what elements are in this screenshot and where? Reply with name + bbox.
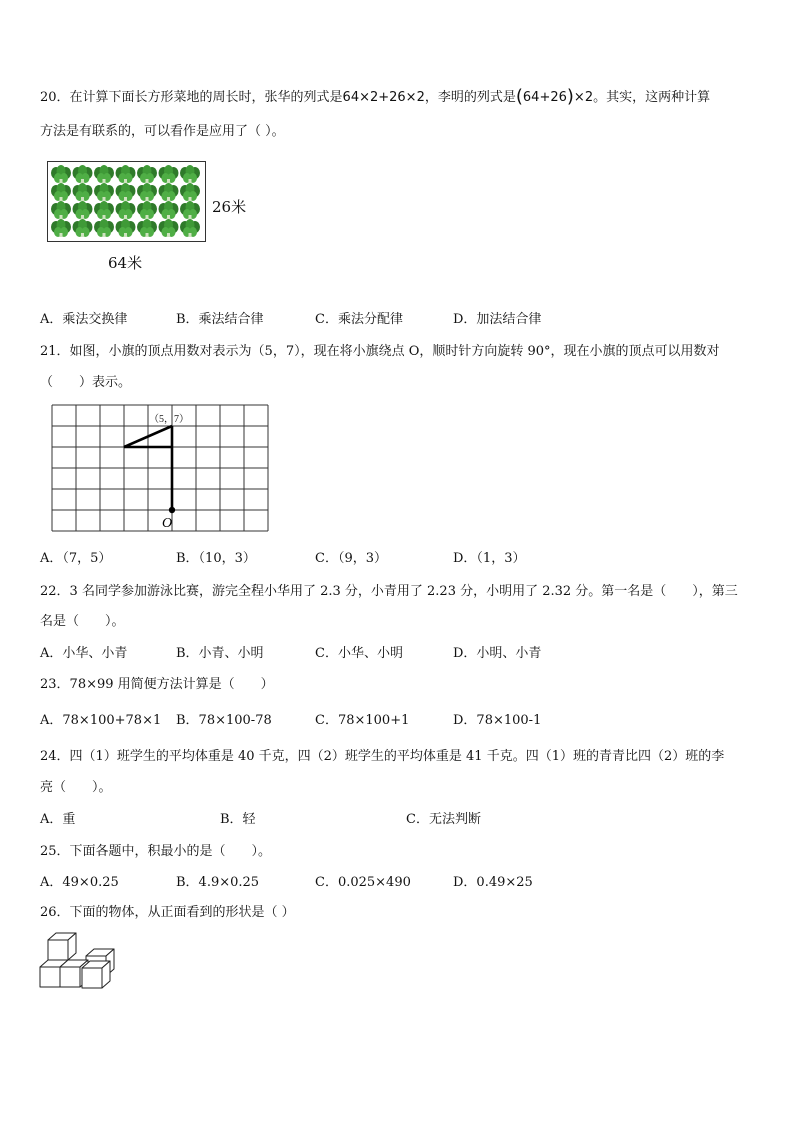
- q22-options: [40, 645, 760, 663]
- option-c[interactable]: C．0.025×490: [315, 875, 411, 890]
- option-d[interactable]: D．加法结合律: [453, 312, 542, 327]
- option-a[interactable]: A．重: [40, 812, 76, 827]
- q20-stem-line1: 20．在计算下面长方形菜地的周长时，张华的列式是64×2+26×2，李明的列式是(64+26)×2。其实，这两种计算: [40, 86, 711, 107]
- q23-options: [40, 712, 760, 730]
- origin-point: [169, 507, 175, 513]
- q22-stem-line2: 名是（ ）。: [40, 614, 125, 629]
- vertex-label: （5，7）: [149, 414, 189, 425]
- option-d[interactable]: D．小明、小青: [453, 646, 542, 661]
- q22-stem-line1: 22．3 名同学参加游泳比赛，游完全程小华用了 2.3 分，小青用了 2.23 分，小明用了 2.32 分。第一名是（ ），第三: [40, 584, 738, 599]
- q25-stem: 25．下面各题中，积最小的是（ ）。: [40, 844, 272, 859]
- li-expression: (64+26)×2: [515, 86, 594, 107]
- option-c[interactable]: C．78×100+1: [315, 713, 410, 728]
- q26-stem: 26．下面的物体，从正面看到的形状是（ ）: [40, 905, 295, 920]
- flag-grid-figure: [52, 405, 272, 535]
- option-c[interactable]: C．无法判断: [406, 812, 481, 827]
- option-b[interactable]: B．轻: [220, 812, 256, 827]
- q21-stem-line1: 21．如图，小旗的顶点用数对表示为（5，7），现在将小旗绕点 O，顺时针方向旋转 90°，现在小旗的顶点可以用数对: [40, 344, 720, 359]
- q23-stem: 23．78×99 用简便方法计算是（ ）: [40, 677, 274, 692]
- zhang-expression: 64×2+26×2: [342, 90, 425, 105]
- q24-stem-line1: 24．四（1）班学生的平均体重是 40 千克，四（2）班学生的平均体重是 41 千克。四（1）班的青青比四（2）班的李: [40, 749, 725, 764]
- option-d[interactable]: D．78×100-1: [453, 713, 542, 728]
- q20-options: [40, 311, 760, 329]
- option-c[interactable]: C．（9，3）: [315, 551, 387, 566]
- option-a[interactable]: A．小华、小青: [40, 646, 128, 661]
- option-a[interactable]: A．（7，5）: [40, 551, 112, 566]
- q24-options: [40, 811, 760, 829]
- option-b[interactable]: B．4.9×0.25: [176, 875, 260, 890]
- option-a[interactable]: A．乘法交换律: [40, 312, 128, 327]
- plot-width-label: 26米: [212, 198, 247, 216]
- cube-stack-figure: [38, 930, 122, 992]
- option-d[interactable]: D．（1，3）: [453, 551, 526, 566]
- option-b[interactable]: B．乘法结合律: [176, 312, 264, 327]
- option-a[interactable]: A．49×0.25: [40, 875, 119, 890]
- q24-stem-line2: 亮（ ）。: [40, 780, 112, 795]
- q20-stem-line2: 方法是有联系的，可以看作是应用了（ ）。: [40, 124, 285, 139]
- option-d[interactable]: D．0.49×25: [453, 875, 533, 890]
- q21-options: [40, 550, 760, 568]
- option-c[interactable]: C．乘法分配律: [315, 312, 403, 327]
- option-a[interactable]: A．78×100+78×1: [40, 713, 162, 728]
- plot-length-label: 64米: [108, 254, 143, 272]
- option-c[interactable]: C．小华、小明: [315, 646, 403, 661]
- option-b[interactable]: B．78×100-78: [176, 713, 272, 728]
- q25-options: [40, 874, 760, 892]
- q21-stem-line2: （ ）表示。: [40, 375, 132, 390]
- option-b[interactable]: B．小青、小明: [176, 646, 264, 661]
- option-b[interactable]: B．（10，3）: [176, 551, 256, 566]
- vegetable-plot-figure: [47, 161, 207, 243]
- origin-label: O: [162, 516, 173, 531]
